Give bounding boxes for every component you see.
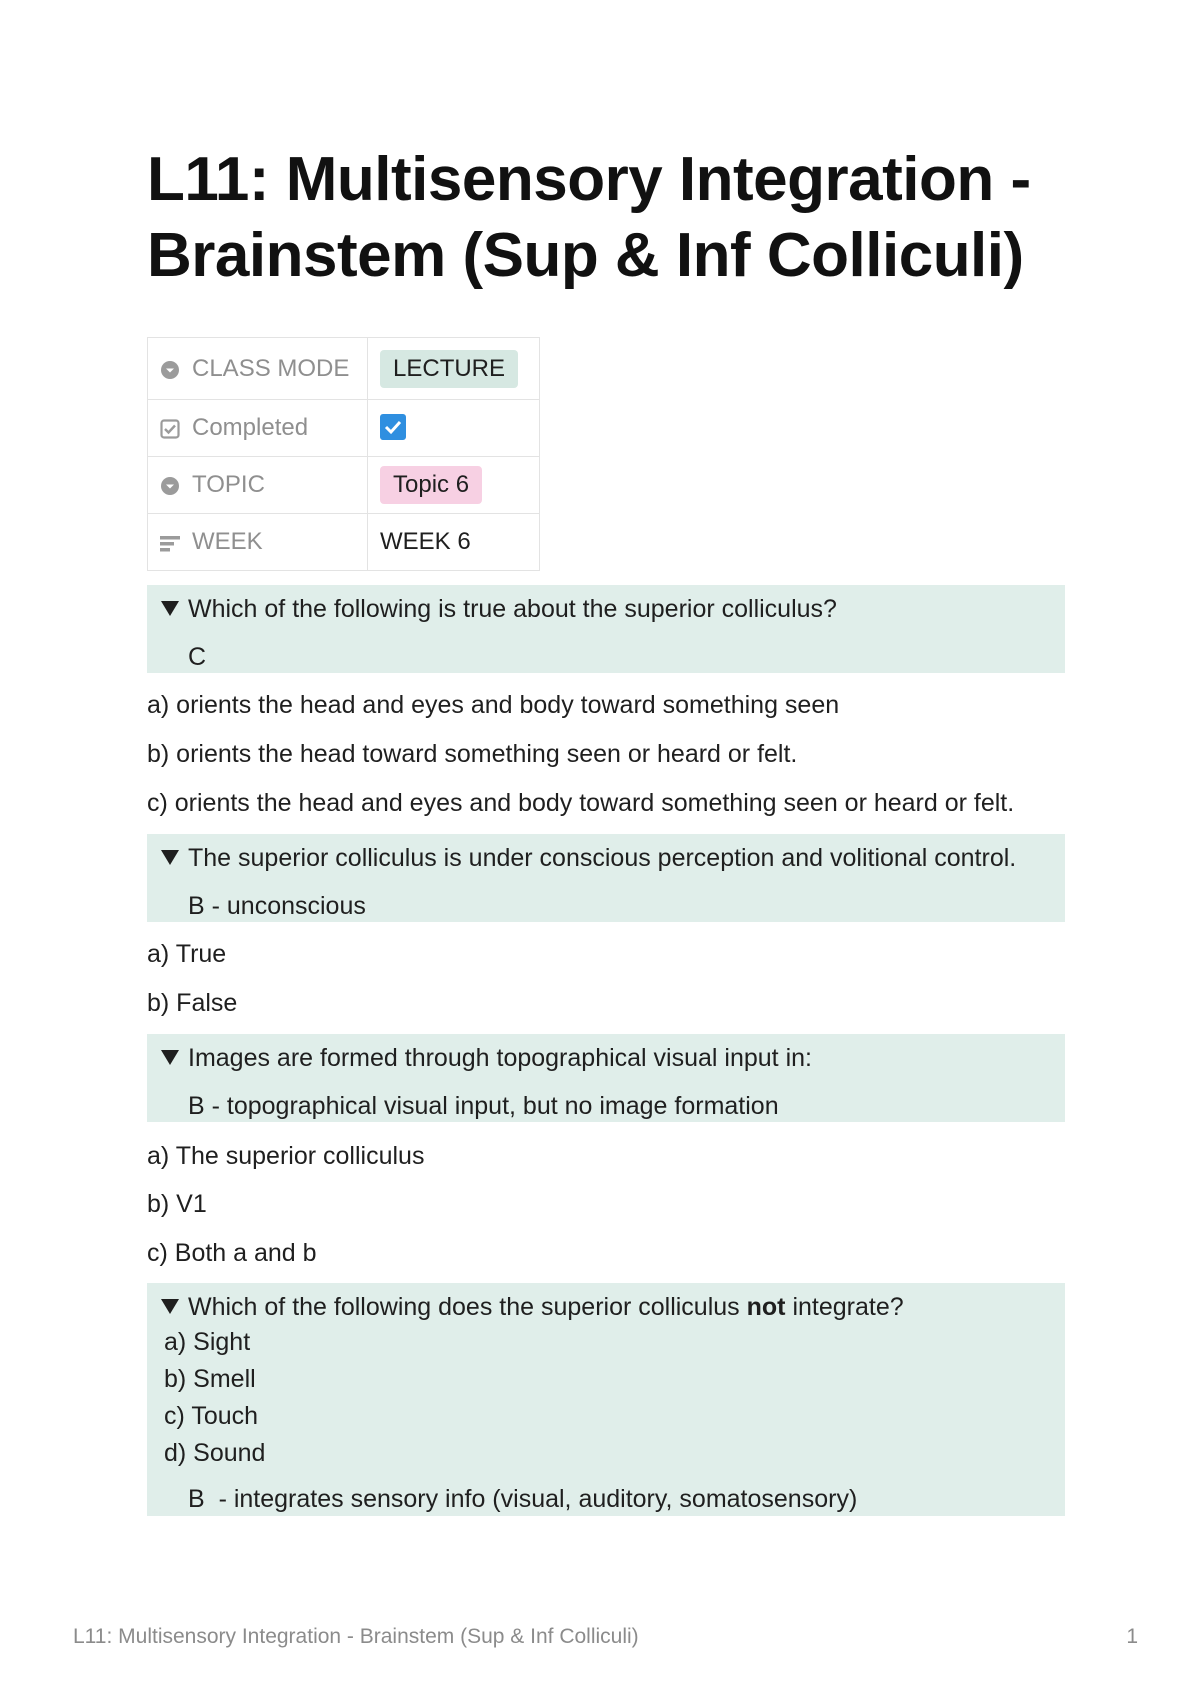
- toggle-question: Which of the following is true about the superior colliculus?: [188, 595, 837, 623]
- week-value[interactable]: WEEK 6: [368, 514, 540, 571]
- toggle-triangle-icon[interactable]: [161, 1050, 179, 1065]
- property-row: [148, 338, 540, 400]
- toggle-question: The superior colliculus is under conscious perception and volitional control.: [188, 844, 1017, 872]
- answer-option: b) V1: [147, 1190, 207, 1218]
- page-number: 1: [1126, 1625, 1138, 1648]
- answer-option: b) orients the head toward something seen or heard or felt.: [147, 740, 798, 768]
- toggle-block[interactable]: [147, 585, 1065, 673]
- toggle-option: b) Smell: [164, 1365, 256, 1393]
- property-row: [148, 514, 540, 571]
- answer-option: c) orients the head and eyes and body toward something seen or heard or felt.: [147, 789, 1015, 817]
- property-row: [148, 400, 540, 457]
- select-icon: [160, 360, 180, 380]
- property-key: WEEK: [192, 528, 263, 555]
- page-title: L11: Multisensory Integration - Brainstem (Sup & Inf Colliculi): [147, 145, 1031, 290]
- toggle-triangle-icon[interactable]: [161, 601, 179, 616]
- property-key: CLASS MODE: [192, 354, 350, 382]
- toggle-option: a) Sight: [164, 1328, 251, 1356]
- select-icon: [160, 476, 180, 496]
- toggle-answer: B - integrates sensory info (visual, auditory, somatosensory): [188, 1485, 858, 1513]
- toggle-block[interactable]: [147, 1034, 1065, 1122]
- answer-option: a) orients the head and eyes and body toward something seen: [147, 691, 840, 719]
- property-key: TOPIC: [192, 471, 265, 498]
- property-key: Completed: [192, 414, 309, 441]
- toggle-block[interactable]: [147, 834, 1065, 922]
- class-mode-tag[interactable]: LECTURE: [380, 350, 518, 388]
- toggle-option: c) Touch: [164, 1402, 259, 1430]
- toggle-option: d) Sound: [164, 1439, 266, 1467]
- answer-option: a) The superior colliculus: [147, 1142, 425, 1170]
- checkbox-icon: [160, 419, 180, 439]
- toggle-triangle-icon[interactable]: [161, 1299, 179, 1314]
- completed-checkbox[interactable]: [380, 414, 406, 440]
- page-footer: [73, 1625, 1138, 1649]
- properties-table: [147, 337, 540, 571]
- property-row: [148, 457, 540, 514]
- toggle-answer: B - topographical visual input, but no image formation: [188, 1092, 779, 1120]
- text-lines-icon: [160, 533, 180, 553]
- toggle-triangle-icon[interactable]: [161, 850, 179, 865]
- footer-title: L11: Multisensory Integration - Brainstem (Sup & Inf Colliculi): [73, 1625, 639, 1648]
- toggle-question: Images are formed through topographical visual input in:: [188, 1044, 812, 1072]
- toggle-question: Which of the following does the superior colliculus not integrate?: [188, 1293, 904, 1321]
- toggle-answer: C: [188, 643, 207, 671]
- answer-option: a) True: [147, 940, 227, 968]
- toggle-answer: B - unconscious: [188, 892, 366, 920]
- answer-option: b) False: [147, 989, 238, 1017]
- toggle-block[interactable]: [147, 1283, 1065, 1516]
- answer-option: c) Both a and b: [147, 1239, 317, 1267]
- topic-tag[interactable]: Topic 6: [380, 466, 482, 504]
